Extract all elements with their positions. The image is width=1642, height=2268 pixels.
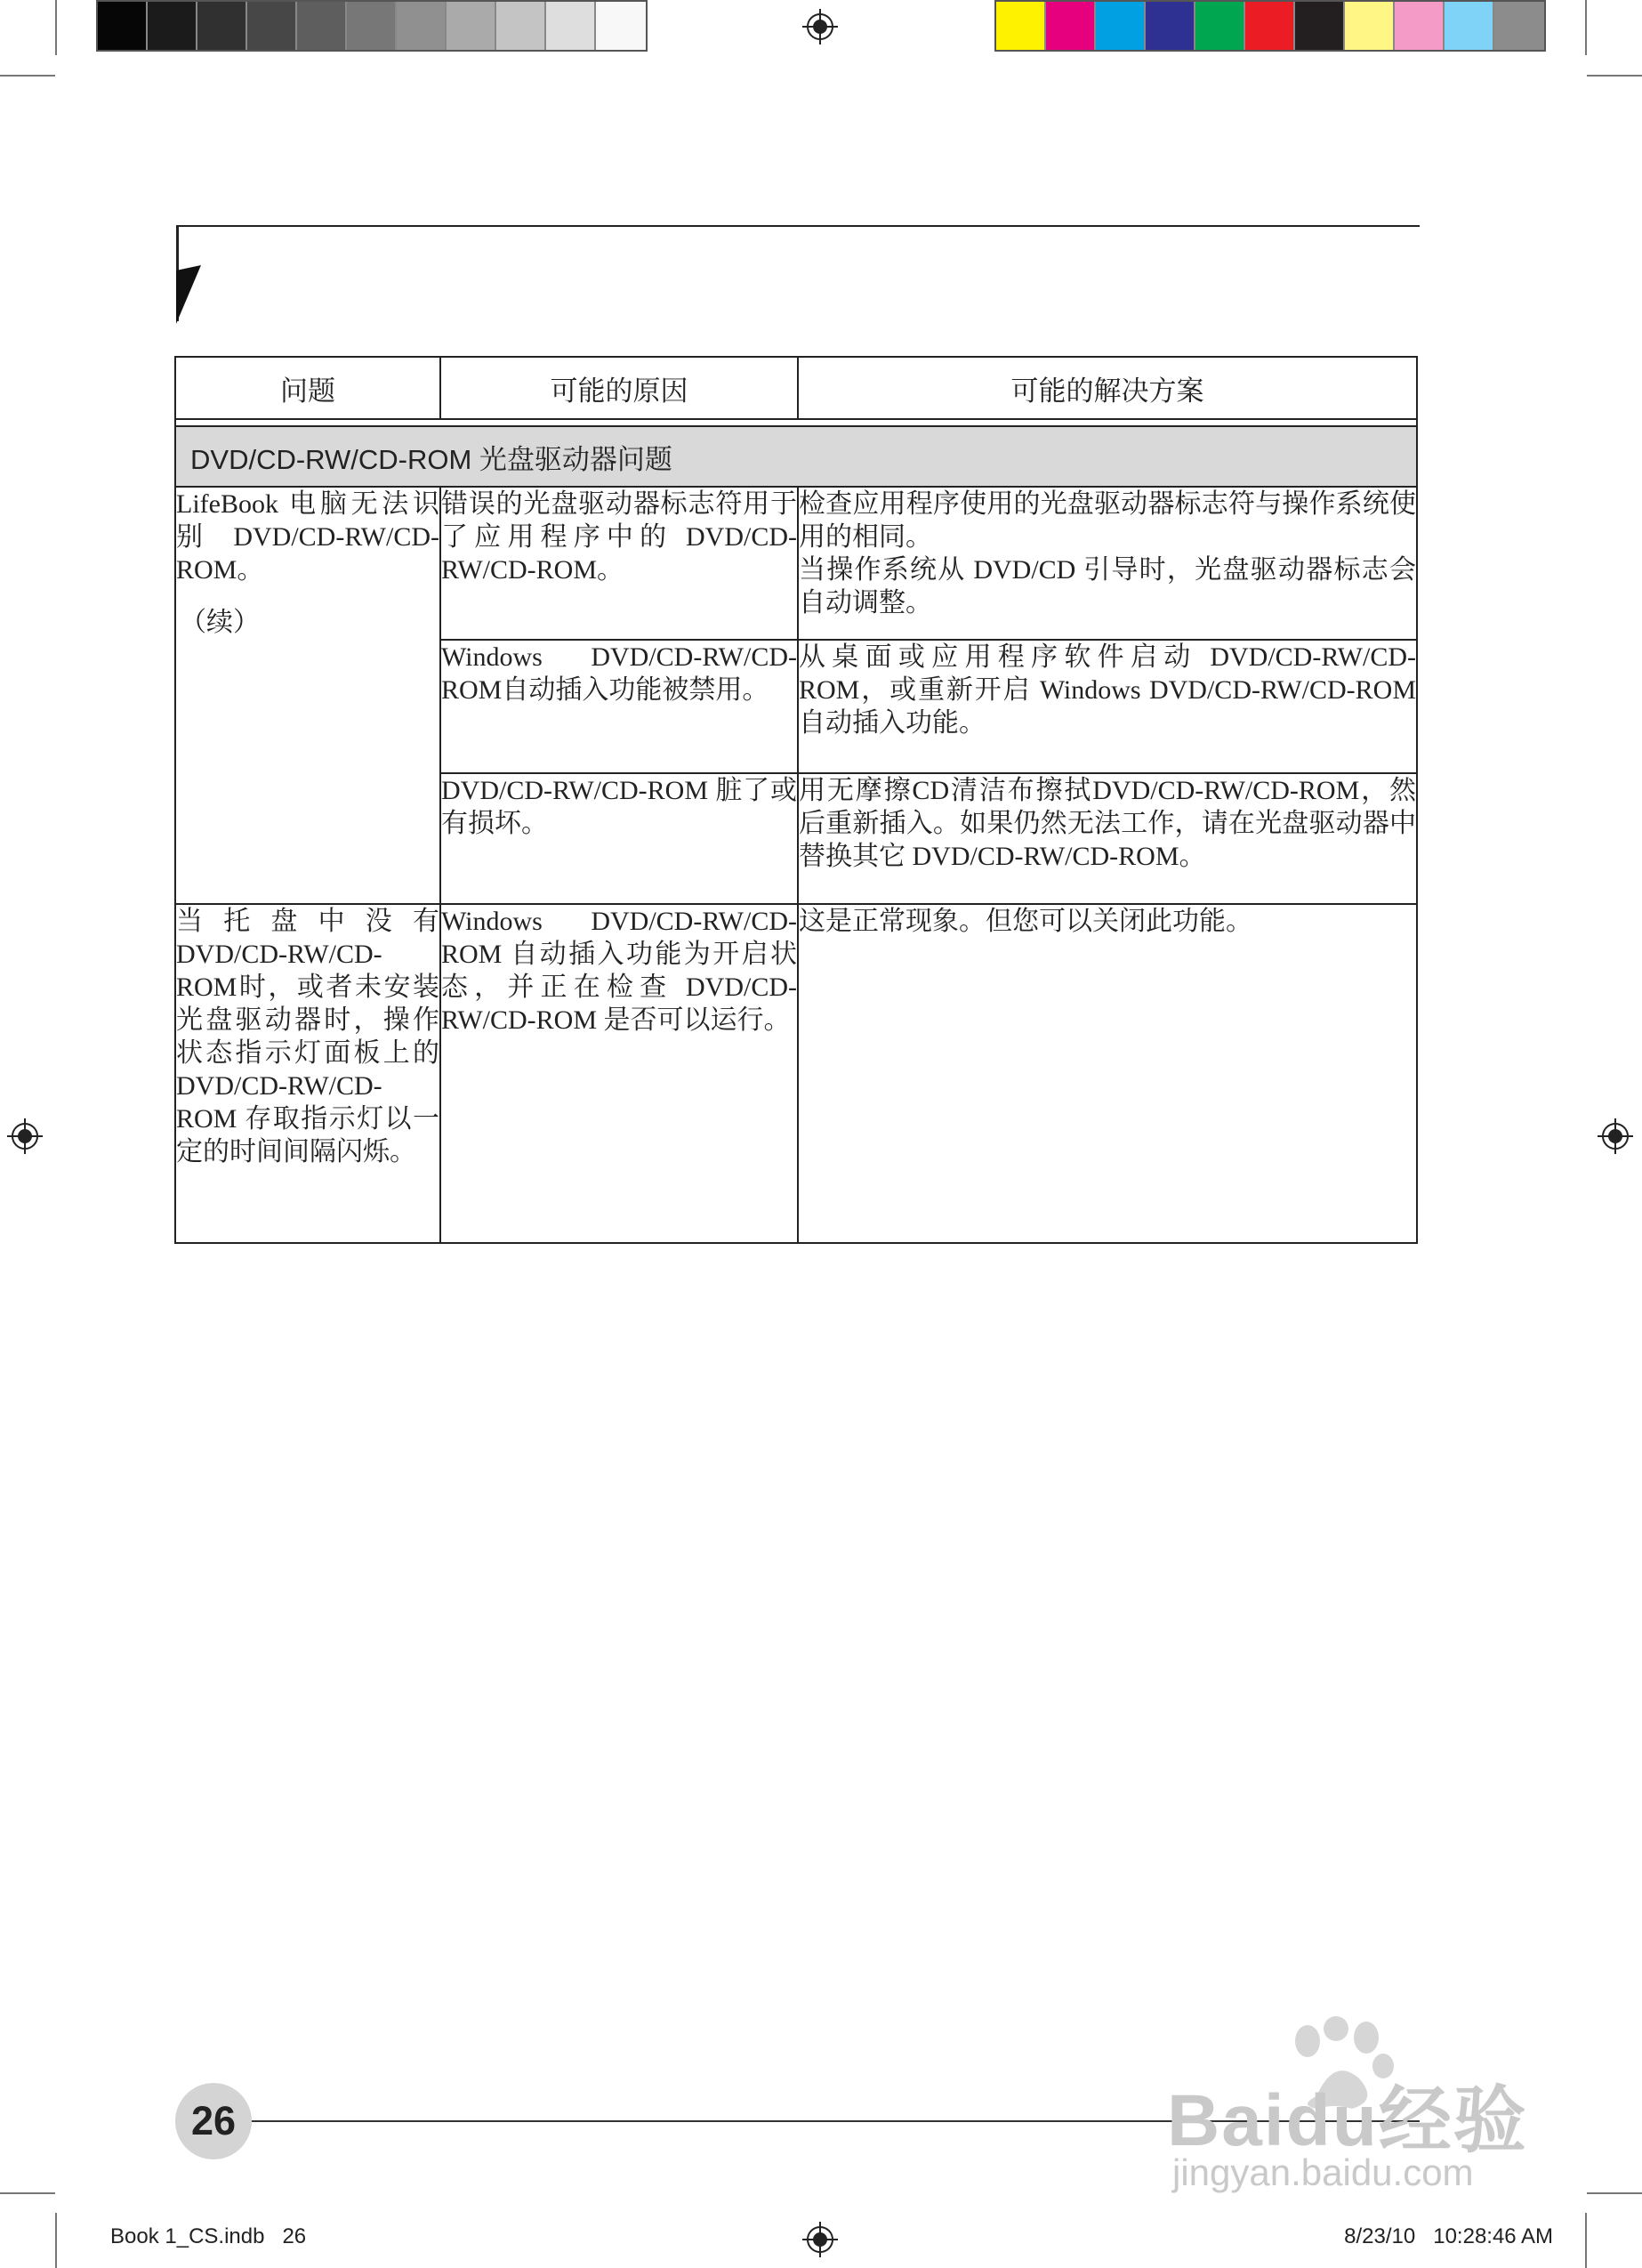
slug-right: 8/23/10 10:28:46 AM [1344, 2224, 1553, 2248]
crop-mark [55, 2213, 57, 2268]
crop-mark [1585, 2213, 1587, 2268]
problem-cell: 当托盘中没有DVD/CD-RW/CD-ROM时，或者未安装光盘驱动器时，操作状态指示灯面板上的DVD/CD-RW/CD-ROM 存取指示灯以一定的时间间隔闪烁。 [175, 904, 440, 1243]
color-swatch [1096, 2, 1146, 50]
crop-mark [55, 0, 57, 55]
cause-cell: Windows DVD/CD-RW/CD-ROM自动插入功能被禁用。 [440, 640, 798, 773]
crop-mark [1587, 2192, 1642, 2194]
color-swatch [1395, 2, 1445, 50]
gray-swatch [397, 2, 447, 50]
table-row [175, 904, 1417, 1243]
gray-swatch [148, 2, 197, 50]
solution-cell: 用无摩擦CD清洁布擦拭DVD/CD-RW/CD-ROM，然后重新插入。如果仍然无法工作，请在光盘驱动器中替换其它 DVD/CD-RW/CD-ROM。 [798, 773, 1417, 904]
slug-left: Book 1_CS.indb 26 [110, 2224, 307, 2248]
gray-swatch [297, 2, 347, 50]
page-number: 26 [175, 2083, 252, 2159]
color-swatch [1146, 2, 1195, 50]
header-solution: 可能的解决方案 [798, 357, 1417, 419]
header-cause: 可能的原因 [440, 357, 798, 419]
registration-mark-icon [1598, 1118, 1633, 1154]
gray-swatch [247, 2, 297, 50]
solution-text: 当操作系统从 DVD/CD 引导时，光盘驱动器标志会自动调整。 [799, 555, 1416, 617]
solution-cell [798, 487, 1417, 640]
color-swatch [1295, 2, 1345, 50]
registration-mark-icon [802, 9, 838, 44]
problem-cell [175, 487, 440, 904]
watermark-logo: Baidu经验 [1167, 2080, 1528, 2161]
registration-mark-icon [802, 2222, 838, 2257]
cause-cell: 错误的光盘驱动器标志符用于了应用程序中的 DVD/CD-RW/CD-ROM。 [440, 487, 798, 640]
gap-cell [175, 419, 1417, 426]
registration-mark-icon [7, 1118, 43, 1154]
color-swatch [1195, 2, 1245, 50]
gray-swatch [347, 2, 397, 50]
crop-mark [1587, 75, 1642, 77]
crop-mark [0, 2192, 55, 2194]
cause-cell: Windows DVD/CD-RW/CD-ROM 自动插入功能为开启状态，并正在检查 DVD/CD-RW/CD-ROM 是否可以运行。 [440, 904, 798, 1243]
color-swatch [1445, 2, 1494, 50]
section-title: DVD/CD-RW/CD-ROM 光盘驱动器问题 [175, 426, 1417, 487]
cause-cell: DVD/CD-RW/CD-ROM 脏了或有损坏。 [440, 773, 798, 904]
gray-swatch [98, 2, 148, 50]
color-swatch [996, 2, 1046, 50]
color-swatch [1494, 2, 1544, 50]
color-swatch [1245, 2, 1295, 50]
gray-swatch [546, 2, 596, 50]
gray-calibration-bar [96, 0, 648, 52]
solution-text: 检查应用程序使用的光盘驱动器标志符与操作系统使用的相同。 [799, 489, 1416, 552]
section-row [175, 426, 1417, 487]
solution-cell: 从桌面或应用程序软件启动 DVD/CD-RW/CD-ROM，或重新开启 Windows DVD/CD-RW/CD-ROM 自动插入功能。 [798, 640, 1417, 773]
color-swatch [1345, 2, 1395, 50]
gray-swatch [596, 2, 646, 50]
troubleshooting-table [174, 356, 1418, 1244]
table-row [175, 487, 1417, 640]
gray-swatch [496, 2, 546, 50]
solution-cell: 这是正常现象。但您可以关闭此功能。 [798, 904, 1417, 1243]
crop-mark [0, 75, 55, 77]
gray-swatch [447, 2, 496, 50]
problem-text: LifeBook 电脑无法识别 DVD/CD-RW/CD-ROM。 [176, 489, 439, 585]
color-swatch [1046, 2, 1096, 50]
header-problem: 问题 [175, 357, 440, 419]
gray-swatch [197, 2, 247, 50]
continued-label: （续） [180, 608, 260, 637]
table-header-row [175, 357, 1417, 419]
header-rule [176, 225, 1420, 227]
watermark-url: jingyan.baidu.com [1172, 2151, 1474, 2193]
header-triangle-icon [176, 265, 203, 324]
color-calibration-bar [994, 0, 1546, 52]
crop-mark [1585, 0, 1587, 55]
table-gap-row [175, 419, 1417, 426]
